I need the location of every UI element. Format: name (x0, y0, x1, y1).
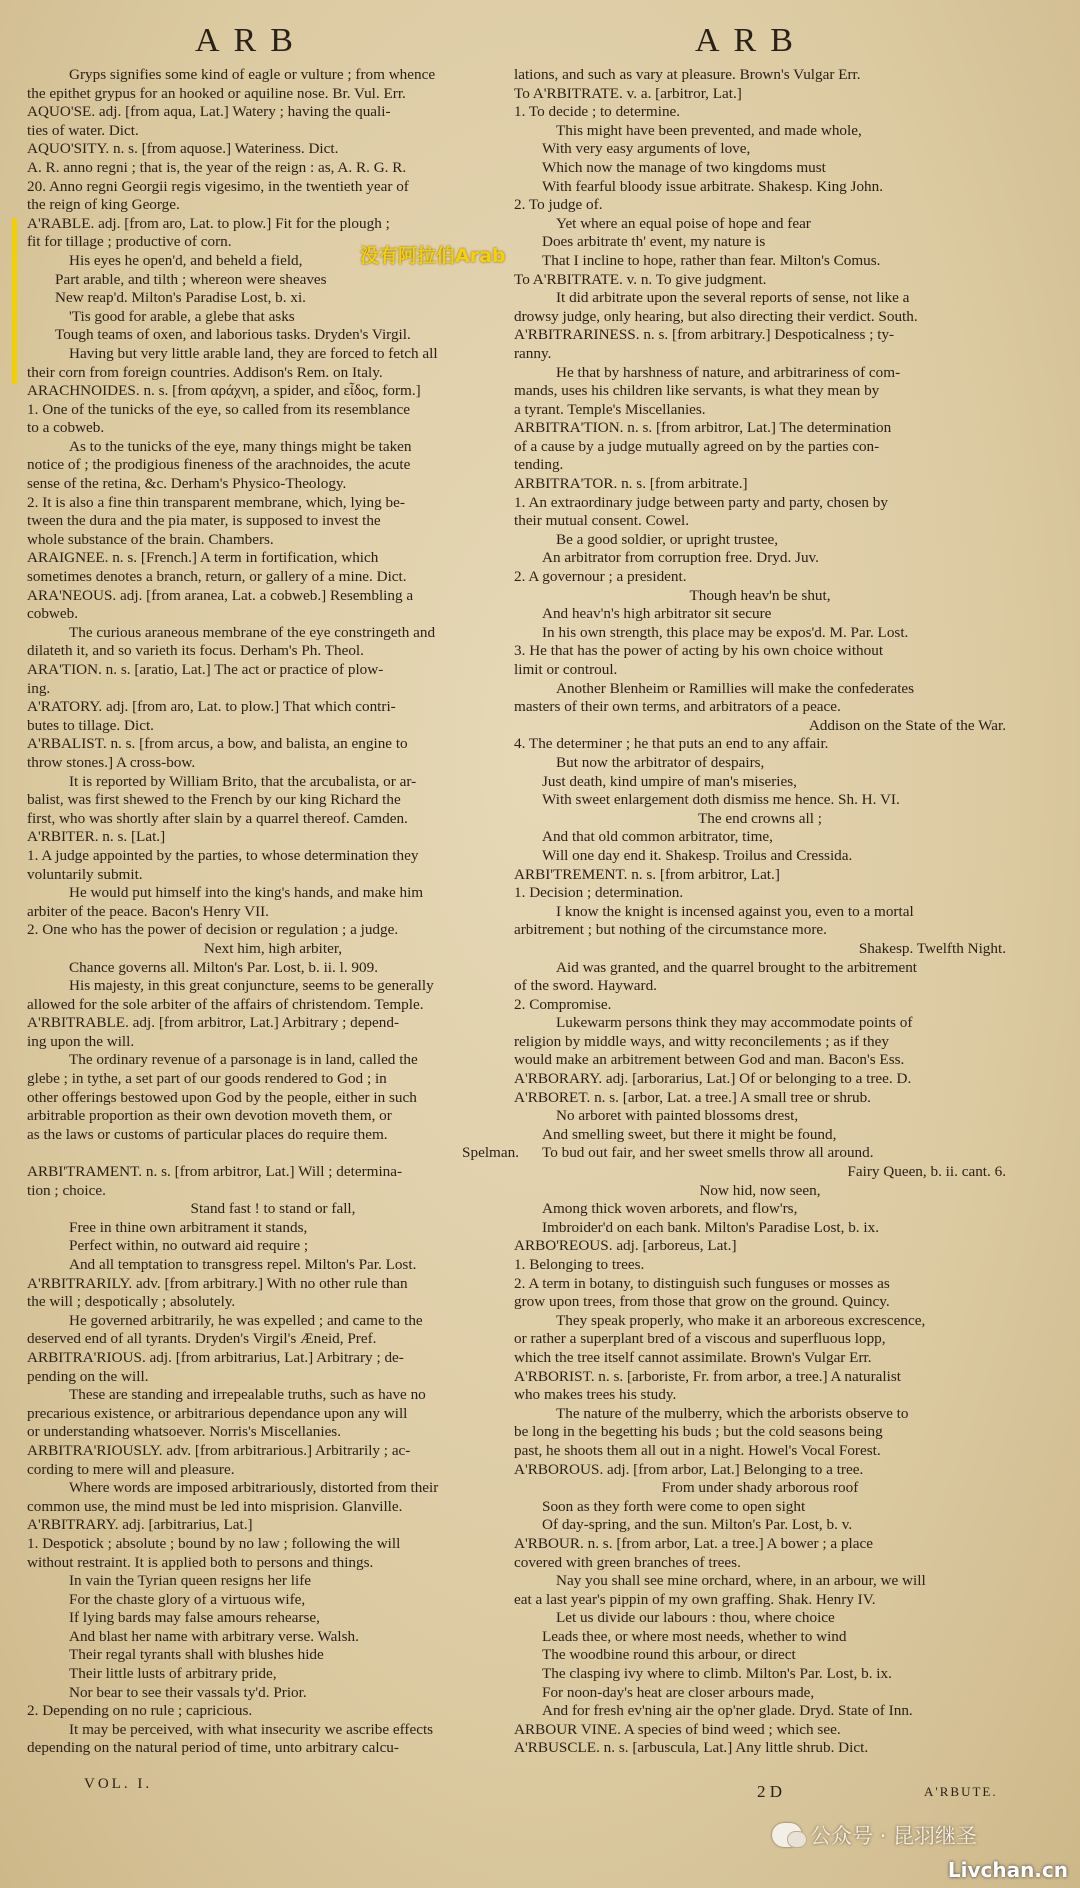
text-line: Tough teams of oxen, and laborious tasks. Dryden's Virgil. (55, 326, 411, 344)
text-line: AQUO'SE. adj. [from aqua, Lat.] Watery ; having the quali- (27, 103, 391, 121)
text-line: or rather a superplant bred of a viscous and superfluous lopp, (514, 1330, 886, 1348)
running-head-right: ARB (695, 22, 807, 59)
text-line: Does arbitrate th' event, my nature is (542, 233, 766, 251)
text-line: 'Tis good for arable, a glebe that asks (69, 307, 295, 325)
text-line: the will ; despotically ; absolutely. (27, 1293, 236, 1311)
text-line: glebe ; in tythe, a set part of our goods rendered to God ; in (27, 1070, 387, 1088)
text-line: dilateth it, and so varieth its focus. Derham's Ph. Theol. (27, 642, 364, 660)
text-line: Perfect within, no outward aid require ; (69, 1237, 309, 1255)
text-line: ranny. (514, 344, 552, 362)
text-line: Let us divide our labours : thou, where choice (556, 1609, 835, 1627)
text-line: And that old common arbitrator, time, (542, 828, 773, 846)
text-line: AQUO'SITY. n. s. [from aquose.] Wateriness. Dict. (27, 140, 339, 158)
text-line: grow upon trees, from those that grow on the ground. Quincy. (514, 1293, 890, 1311)
text-line: ing. (27, 679, 51, 697)
text-line: butes to tillage. Dict. (27, 716, 154, 734)
text-line: In vain the Tyrian queen resigns her life (69, 1572, 311, 1590)
text-line: With fearful bloody issue arbitrate. Shakesp. King John. (542, 177, 884, 195)
text-line: 4. The determiner ; he that puts an end to any affair. (514, 735, 829, 753)
text-line: other offerings bestowed upon God by the people, either in such (27, 1088, 417, 1106)
text-line: first, who was shortly after slain by a quarrel thereof. Camden. (27, 809, 408, 827)
text-line: ARBI'TREMENT. n. s. [from arbitror, Lat.] (514, 865, 780, 883)
text-line: Stand fast ! to stand or fall, (190, 1200, 356, 1218)
text-line: Chance governs all. Milton's Par. Lost, b. ii. l. 909. (69, 958, 378, 976)
text-line: precarious existence, or arbitrarious dependance upon any will (27, 1404, 408, 1422)
text-line: ARBOUR VINE. A species of bind weed ; which see. (514, 1720, 841, 1738)
text-line: The end crowns all ; (698, 809, 822, 827)
text-line: A'RBOROUS. adj. [from arbor, Lat.] Belonging to a tree. (514, 1460, 864, 1478)
text-line: A'RBITRARY. adj. [arbitrarius, Lat.] (27, 1516, 253, 1534)
text-line: 1. Despotick ; absolute ; bound by no law ; following the will (27, 1534, 401, 1552)
text-line: 2. To judge of. (514, 196, 603, 214)
text-line: ties of water. Dict. (27, 121, 139, 139)
text-line: Just death, kind umpire of man's miseries, (542, 772, 797, 790)
text-line: a tyrant. Temple's Miscellanies. (514, 400, 706, 418)
text-line: drowsy judge, only hearing, but also directing their verdict. South. (514, 307, 918, 325)
text-line: ARBITRA'RIOUS. adj. [from arbitrarius, Lat.] Arbitrary ; de- (27, 1348, 404, 1366)
text-line: Their little lusts of arbitrary pride, (69, 1665, 277, 1683)
text-line: The woodbine round this arbour, or direct (542, 1646, 796, 1664)
text-line: A'RBORIST. n. s. [arboriste, Fr. from arbor, a tree.] A naturalist (514, 1367, 901, 1385)
text-line: be long in the begetting his buds ; but the cold seasons being (514, 1423, 883, 1441)
text-line: covered with green branches of trees. (514, 1553, 741, 1571)
text-line: A'RBOUR. n. s. [from arbor, Lat. a tree.] A bower ; a place (514, 1534, 873, 1552)
text-line: 2. A governour ; a president. (514, 568, 687, 586)
text-line: It is reported by William Brito, that the arcubalista, or ar- (69, 772, 417, 790)
text-line: New reap'd. Milton's Paradise Lost, b. xi. (55, 289, 306, 307)
text-line: Now hid, now seen, (699, 1181, 821, 1199)
text-line: Free in thine own arbitrament it stands, (69, 1218, 308, 1236)
text-line: Another Blenheim or Ramillies will make the confederates (556, 679, 915, 697)
text-line: 2. It is also a fine thin transparent membrane, which, lying be- (27, 493, 405, 511)
text-line: To A'RBITRATE. v. n. To give judgment. (514, 270, 767, 288)
site-watermark: Livchan.cn (947, 1858, 1068, 1882)
text-line: Fairy Queen, b. ii. cant. 6. (847, 1163, 1006, 1181)
text-line: He that by harshness of nature, and arbitrariness of com- (556, 363, 901, 381)
left-column (27, 66, 519, 1758)
text-line: It did arbitrate upon the several reports of sense, not like a (556, 289, 910, 307)
running-head-left: ARB (195, 22, 307, 59)
text-line: A'RATORY. adj. [from aro, Lat. to plow.] That which contri- (27, 698, 396, 716)
overlay-annotation: 没有阿拉伯Arab (360, 245, 506, 267)
text-line: pending on the will. (27, 1367, 149, 1385)
text-line: Addison on the State of the War. (808, 716, 1006, 734)
text-line: as the laws or customs of particular places do require them. (27, 1125, 388, 1143)
text-line: As to the tunicks of the eye, many things might be taken (69, 437, 412, 455)
text-line: And heav'n's high arbitrator sit secure (542, 605, 772, 623)
text-line: Will one day end it. Shakesp. Troilus and Cressida. (542, 846, 853, 864)
text-line: That I incline to hope, rather than fear. Milton's Comus. (542, 251, 881, 269)
text-line: An arbitrator from corruption free. Dryd. Juv. (542, 549, 819, 567)
text-line: past, he shoots them all out in a night. Howel's Vocal Forest. (514, 1441, 881, 1459)
text-line: For the chaste glory of a virtuous wife, (69, 1590, 306, 1608)
text-line: arbitrement ; but nothing of the circumstance more. (514, 921, 827, 939)
text-line: The curious araneous membrane of the eye constringeth and (69, 623, 436, 641)
text-line: His eyes he open'd, and beheld a field, (69, 251, 303, 269)
text-line: A'RABLE. adj. [from aro, Lat. to plow.] Fit for the plough ; (27, 214, 390, 232)
catchword: A'RBUTE. (924, 1784, 998, 1799)
signature-mark: 2 D (757, 1782, 783, 1801)
text-line: Their regal tyrants shall with blushes hide (69, 1646, 324, 1664)
text-line: To bud out fair, and her sweet smells throw all around. (542, 1144, 874, 1162)
text-line: These are standing and irrepealable truths, such as have no (69, 1386, 426, 1404)
text-line: tending. (514, 456, 564, 474)
text-line: Next him, high arbiter, (203, 939, 343, 957)
text-line: No arboret with painted blossoms drest, (556, 1107, 799, 1125)
text-line: cording to mere will and pleasure. (27, 1460, 235, 1478)
text-line: 1. To decide ; to determine. (514, 103, 681, 121)
text-line: His majesty, in this great conjuncture, seems to be generally (69, 977, 434, 995)
text-line: without restraint. It is applied both to persons and things. (27, 1553, 374, 1571)
text-line: A'RBITRARINESS. n. s. [from arbitrary.] Despoticalness ; ty- (514, 326, 895, 344)
text-line: fit for tillage ; productive of corn. (27, 233, 232, 251)
text-line: arbiter of the peace. Bacon's Henry VII. (27, 902, 269, 920)
text-line: ARACHNOIDES. n. s. [from αράχνη, a spider, and εἶδος, form.] (27, 382, 421, 400)
text-line: It may be perceived, with what insecurity we ascribe effects (69, 1720, 434, 1738)
text-line: ARBI'TRAMENT. n. s. [from arbitror, Lat.] Will ; determina- (27, 1163, 403, 1181)
volume-label: VOL. I. (84, 1776, 153, 1792)
text-line: their corn from foreign countries. Addison's Rem. on Italy. (27, 363, 383, 381)
text-line: I know the knight is incensed against you, even to a mortal (556, 902, 914, 920)
text-line: whole substance of the brain. Chambers. (27, 530, 274, 548)
text-line: Soon as they forth were come to open sight (542, 1497, 806, 1515)
text-line: 2. A term in botany, to distinguish such funguses or mosses as (514, 1274, 890, 1292)
text-line: would make an arbitrement between God and man. Bacon's Ess. (514, 1051, 905, 1069)
text-line: A'RBITRARILY. adv. [from arbitrary.] With no other rule than (27, 1274, 408, 1292)
text-line: ARA'TION. n. s. [aratio, Lat.] The act or practice of plow- (27, 661, 384, 678)
text-line: Aid was granted, and the quarrel brought to the arbitrement (556, 958, 918, 976)
text-line: lations, and such as vary at pleasure. Brown's Vulgar Err. (514, 66, 861, 83)
text-line: religion by middle ways, and witty reconcilements ; as if they (514, 1032, 889, 1050)
text-line: 2. Compromise. (514, 995, 612, 1013)
text-line: limit or controul. (514, 661, 618, 678)
text-line: 20. Anno regni Georgii regis vigesimo, in the twentieth year of (27, 177, 409, 195)
text-line: sense of the retina, &c. Derham's Physico-Theology. (27, 475, 347, 493)
text-line: Having but very little arable land, they are forced to fetch all (69, 344, 438, 362)
text-line: And smelling sweet, but there it might be found, (542, 1125, 837, 1143)
text-line: Shakesp. Twelfth Night. (858, 939, 1006, 957)
text-line: Lukewarm persons think they may accommodate points of (556, 1014, 913, 1032)
text-line: ARA'NEOUS. adj. [from aranea, Lat. a cobweb.] Resembling a (27, 586, 414, 604)
text-line: masters of their own terms, and arbitrators of a peace. (514, 698, 841, 716)
text-line: common use, the mind must be led into misprision. Glanville. (27, 1497, 403, 1515)
text-line: the reign of king George. (27, 196, 180, 214)
text-line: cobweb. (27, 605, 79, 623)
text-line: And for fresh ev'ning air the op'ner glade. Dryd. State of Inn. (542, 1702, 913, 1720)
text-line: Be a good soldier, or upright trustee, (556, 530, 779, 548)
text-line: ARBITRA'TION. n. s. [from arbitror, Lat.] The determination (514, 419, 892, 437)
text-line: sometimes denotes a branch, return, or gallery of a mine. Dict. (27, 568, 407, 586)
text-line: This might have been prevented, and made whole, (556, 121, 862, 139)
text-line: ARBITRA'RIOUSLY. adv. [from arbitrarious.] Arbitrarily ; ac- (27, 1441, 411, 1459)
text-line: If lying bards may false amours rehearse, (69, 1609, 320, 1627)
wechat-watermark (772, 1818, 977, 1852)
text-line: They speak properly, who make it an arboreous excrescence, (556, 1311, 926, 1329)
text-line: Gryps signifies some kind of eagle or vulture ; from whence (69, 66, 436, 83)
text-line: From under shady arborous roof (661, 1479, 859, 1497)
text-line: which the tree itself cannot assimilate. Brown's Vulgar Err. (514, 1348, 872, 1366)
text-line: ing upon the will. (27, 1032, 135, 1050)
text-line: But now the arbitrator of despairs, (556, 753, 765, 771)
text-line: Nay you shall see mine orchard, where, in an arbour, we will (556, 1572, 926, 1590)
text-line: arbitrable proportion as their own devotion moveth them, or (27, 1107, 392, 1125)
text-line: who makes trees his study. (514, 1386, 677, 1404)
text-line: Spelman. (462, 1144, 519, 1162)
highlight-marker (12, 218, 17, 384)
text-line: 1. An extraordinary judge between party and party, chosen by (514, 493, 888, 511)
text-line: And all temptation to transgress repel. Milton's Par. Lost. (69, 1256, 417, 1273)
text-line: ARAIGNEE. n. s. [French.] A term in fortification, which (27, 549, 379, 567)
text-line: Yet where an equal poise of hope and fear (556, 214, 811, 232)
text-line: the epithet grypus for an hooked or aquiline nose. Br. Vul. Err. (27, 84, 406, 102)
text-line: To A'RBITRATE. v. a. [arbitror, Lat.] (514, 84, 742, 102)
text-line: With sweet enlargement doth dismiss me hence. Sh. H. VI. (542, 791, 900, 809)
text-line: Where words are imposed arbitrariously, distorted from their (69, 1479, 439, 1497)
text-line: mands, uses his children like servants, is what they mean by (514, 382, 880, 400)
text-line: A'RBORET. n. s. [arbor, Lat. a tree.] A small tree or shrub. (514, 1088, 871, 1106)
text-line: Of day-spring, and the sun. Milton's Par. Lost, b. v. (542, 1516, 853, 1534)
text-line: For noon-day's heat are closer arbours made, (542, 1683, 815, 1701)
text-line: A'RBUSCLE. n. s. [arbuscula, Lat.] Any little shrub. Dict. (514, 1739, 869, 1757)
text-line: He governed arbitrarily, he was expelled ; and came to the (69, 1311, 423, 1329)
text-line: A'RBITER. n. s. [Lat.] (27, 828, 166, 846)
text-line: tween the dura and the pia mater, is supposed to invest the (27, 512, 381, 530)
text-line: With very easy arguments of love, (542, 140, 751, 158)
text-line: 1. Belonging to trees. (514, 1256, 645, 1273)
text-line: Leads thee, or where most needs, whether to wind (542, 1627, 847, 1645)
watermark-text: 公众号 · 昆羽继圣 (810, 1824, 978, 1848)
text-line: A. R. anno regni ; that is, the year of the reign : as, A. R. G. R. (27, 158, 407, 176)
text-line: tion ; choice. (27, 1181, 106, 1199)
text-line: voluntarily submit. (27, 865, 143, 883)
text-line: eat a last year's pippin of my own graffing. Shak. Henry IV. (514, 1590, 876, 1608)
right-column (514, 66, 1006, 1758)
text-line: Part arable, and tilth ; whereon were sheaves (55, 270, 327, 288)
text-line: their mutual consent. Cowel. (514, 512, 690, 530)
text-line: 2. One who has the power of decision or regulation ; a judge. (27, 921, 399, 939)
text-line: allowed for the sole arbiter of the affairs of christendom. Temple. (27, 995, 424, 1013)
text-line: of the sword. Hayward. (514, 977, 657, 995)
text-line: throw stones.] A cross-bow. (27, 753, 196, 771)
text-line: The clasping ivy where to climb. Milton's Par. Lost, b. ix. (542, 1665, 892, 1683)
text-line: And blast her name with arbitrary verse. Walsh. (69, 1627, 359, 1645)
text-line: 1. A judge appointed by the parties, to whose determination they (27, 846, 419, 864)
text-line: balist, was first shewed to the French by our king Richard the (27, 791, 401, 809)
text-line: 1. One of the tunicks of the eye, so called from its resemblance (27, 400, 410, 418)
text-line: The ordinary revenue of a parsonage is in land, called the (69, 1051, 418, 1069)
text-line: Though heav'n be shut, (689, 586, 831, 604)
text-line: Among thick woven arborets, and flow'rs, (542, 1200, 798, 1218)
text-line: ARBO'REOUS. adj. [arboreus, Lat.] (514, 1237, 737, 1255)
text-line: He would put himself into the king's hands, and make him (69, 884, 424, 902)
text-line: 3. He that has the power of acting by his own choice without (514, 642, 884, 660)
text-line: notice of ; the prodigious fineness of the arachnoides, the acute (27, 456, 411, 474)
text-line: ARBITRA'TOR. n. s. [from arbitrate.] (514, 475, 748, 493)
wechat-icon (772, 1823, 802, 1847)
text-line: 1. Decision ; determination. (514, 884, 684, 902)
text-line: or understanding whatsoever. Norris's Miscellanies. (27, 1423, 342, 1441)
text-line: to a cobweb. (27, 419, 105, 437)
text-line: A'RBALIST. n. s. [from arcus, a bow, and balista, an engine to (27, 735, 408, 753)
text-line: Imbroider'd on each bank. Milton's Paradise Lost, b. ix. (542, 1218, 880, 1236)
text-line: A'RBORARY. adj. [arborarius, Lat.] Of or belonging to a tree. D. (514, 1070, 912, 1088)
text-line: deserved end of all tyrants. Dryden's Virgil's Æneid, Pref. (27, 1330, 377, 1348)
text-line: depending on the natural period of time, unto arbitrary calcu- (27, 1739, 399, 1757)
text-line: In his own strength, this place may be expos'd. M. Par. Lost. (542, 623, 909, 641)
text-line: The nature of the mulberry, which the arborists observe to (556, 1404, 909, 1422)
text-line: of a cause by a judge mutually agreed on by the parties con- (514, 437, 880, 455)
text-line: 2. Depending on no rule ; capricious. (27, 1702, 253, 1720)
text-line: Which now the manage of two kingdoms must (542, 158, 826, 176)
text-line: Nor bear to see their vassals ty'd. Prior. (69, 1683, 307, 1701)
text-line: A'RBITRABLE. adj. [from arbitror, Lat.] Arbitrary ; depend- (27, 1014, 400, 1032)
